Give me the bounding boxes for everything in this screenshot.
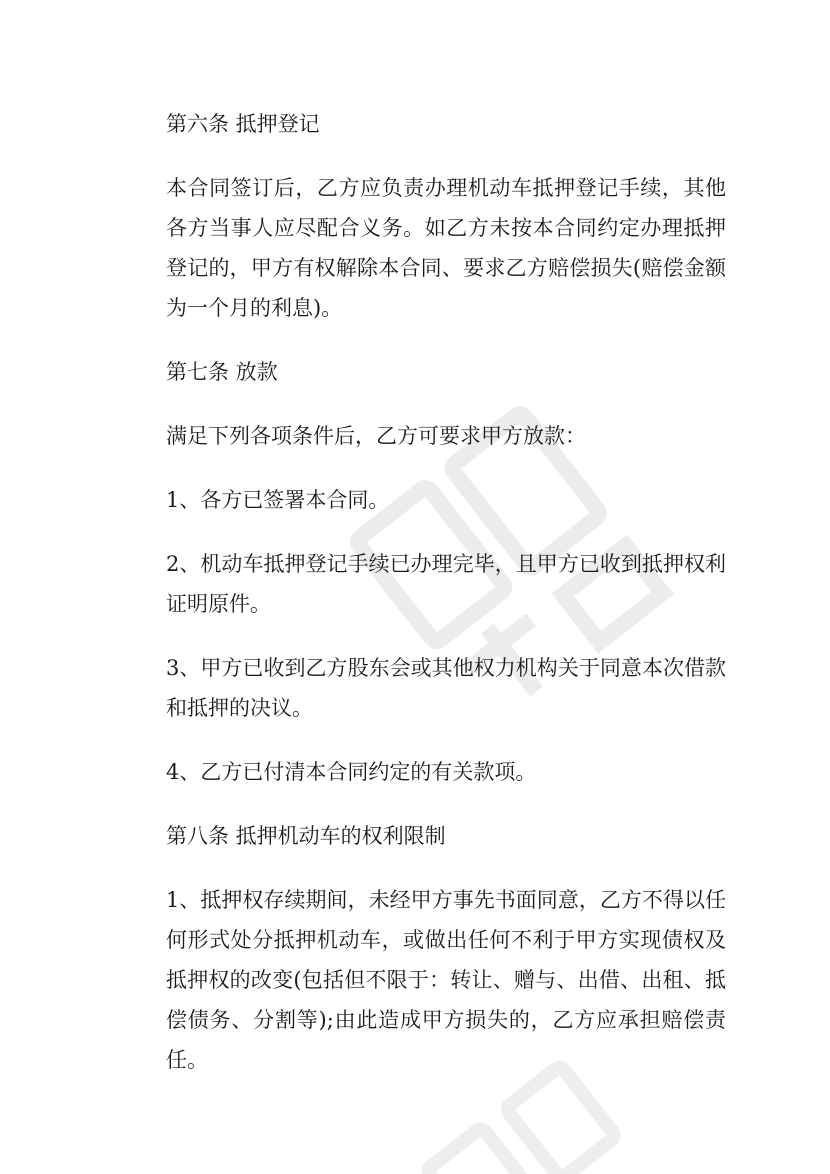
section-7-paragraph-3: 2、机动车抵押登记手续已办理完毕，且甲方已收到抵押权利证明原件。 [166,552,726,616]
section-7-paragraph-1: 满足下列各项条件后，乙方可要求甲方放款： [166,424,586,448]
section-6-paragraph-1: 本合同签订后，乙方应负责办理机动车抵押登记手续，其他各方当事人应尽配合义务。如乙方未按本合同约定办理抵押登记的，甲方有权解除本合同、要求乙方赔偿损失(赔偿金额为一个月的利息)。 [166,176,726,320]
section-7-paragraph-4: 3、甲方已收到乙方股东会或其他权力机构关于同意本次借款和抵押的决议。 [166,656,726,720]
document-body [166,104,726,1080]
section-7-heading: 第七条 放款 [166,360,278,384]
section-8-paragraph-1: 1、抵押权存续期间，未经甲方事先书面同意，乙方不得以任何形式处分抵押机动车，或做出任何不利于甲方实现债权及抵押权的改变(包括但不限于：转让、赠与、出借、出租、抵偿债务、分割等);由此造成甲方损失的，乙方应承担赔偿责任。 [166,888,726,1072]
section-8-heading: 第八条 抵押机动车的权利限制 [166,824,446,848]
section-7-paragraph-2: 1、各方已签署本合同。 [166,488,390,512]
section-6-heading: 第六条 抵押登记 [166,112,320,136]
section-7-paragraph-5: 4、乙方已付清本合同约定的有关款项。 [166,760,537,784]
